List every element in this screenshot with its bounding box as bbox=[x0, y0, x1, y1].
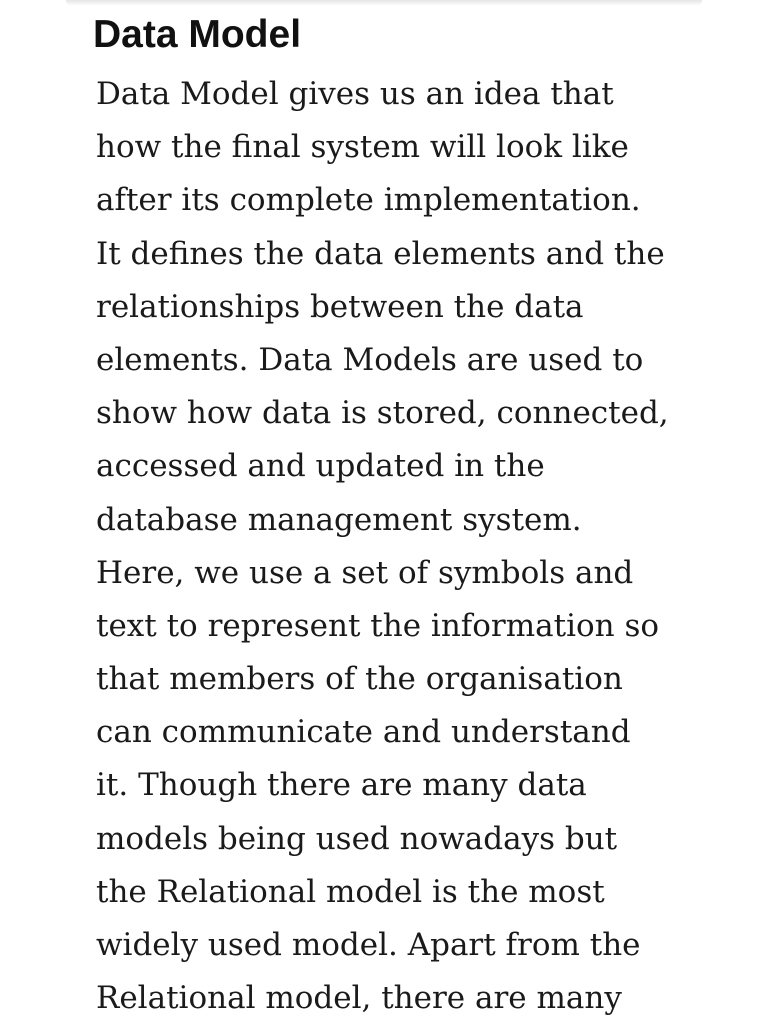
paragraph-line: relationships between the data bbox=[96, 288, 584, 325]
paragraph-line: the Relational model is the most bbox=[96, 873, 605, 910]
paragraph-line: database management system. bbox=[96, 501, 582, 538]
paragraph-line: elements. Data Models are used to bbox=[96, 341, 644, 378]
paragraph-line: accessed and updated in the bbox=[96, 448, 545, 485]
article-heading: Data Model bbox=[93, 13, 302, 56]
paragraph-line: can communicate and understand bbox=[96, 714, 631, 751]
paragraph-line: widely used model. Apart from the bbox=[96, 927, 641, 963]
paragraph-line: after its complete implementation. bbox=[96, 182, 641, 219]
paragraph-line: It defines the data elements and the bbox=[96, 235, 665, 272]
article-paragraph bbox=[96, 68, 696, 1025]
paragraph-line: text to represent the information so bbox=[96, 607, 660, 644]
paragraph-line: Data Model gives us an idea that bbox=[96, 76, 614, 112]
paragraph-line: Relational model, there are many bbox=[96, 980, 622, 1017]
paragraph-line: models being used nowadays but bbox=[96, 820, 618, 857]
paragraph-line: that members of the organisation bbox=[96, 661, 623, 698]
paragraph-line: how the final system will look like bbox=[96, 129, 629, 166]
paragraph-line: it. Though there are many data bbox=[96, 767, 587, 804]
paragraph-line: show how data is stored, connected, bbox=[96, 395, 669, 432]
paragraph-line: Here, we use a set of symbols and bbox=[96, 554, 634, 591]
